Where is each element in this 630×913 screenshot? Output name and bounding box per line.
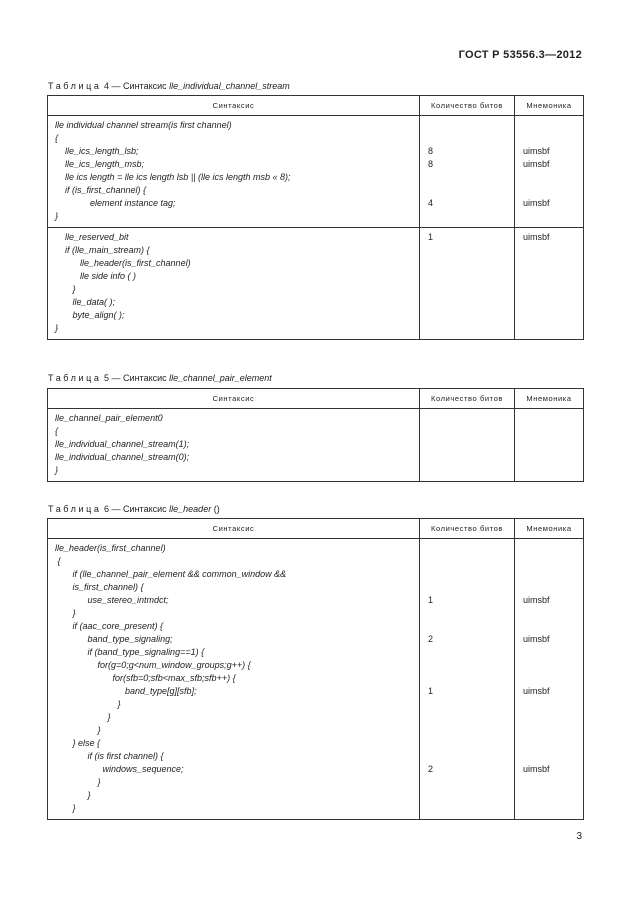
col-header-syntax: Синтаксис: [48, 389, 420, 409]
code-line: element instance tag;: [55, 198, 176, 208]
col-header-bits: Количество битов: [420, 519, 515, 539]
code-line: [523, 270, 583, 283]
code-line: [428, 555, 514, 568]
code-line: for(g=0;g<num_window_groups;g++) {: [55, 660, 251, 670]
code-line: }: [55, 699, 121, 709]
code-line: [523, 672, 583, 685]
code-line: [428, 581, 514, 594]
table4-caption: Таблица 4 — Синтаксис lle_individual_channel_stream: [48, 81, 290, 91]
code-line: [428, 244, 514, 257]
code-line: [428, 171, 514, 184]
code-line: lle_ics_length_msb;: [55, 159, 145, 169]
code-line: band_type_signaling;: [55, 634, 173, 644]
code-line: uimsbf: [523, 232, 550, 242]
col-header-syntax: Синтаксис: [48, 519, 420, 539]
code-line: 1: [428, 232, 434, 242]
code-line: [523, 283, 583, 296]
code-line: }: [55, 284, 76, 294]
code-line: 4: [428, 198, 434, 208]
code-line: }: [55, 712, 111, 722]
code-line: [428, 132, 514, 145]
code-line: {: [55, 556, 61, 566]
code-line: [428, 620, 514, 633]
code-line: 2: [428, 634, 434, 644]
code-line: [428, 283, 514, 296]
code-line: [523, 309, 583, 322]
code-line: uimsbf: [523, 159, 550, 169]
code-line: uimsbf: [523, 764, 550, 774]
code-line: [523, 296, 583, 309]
code-line: [428, 542, 514, 555]
code-line: [428, 750, 514, 763]
document-header: ГОСТ Р 53556.3—2012: [458, 49, 582, 61]
bits-cell: [420, 539, 515, 820]
code-line: band_type[g][sfb];: [55, 686, 197, 696]
table6: [47, 518, 584, 820]
code-line: [523, 555, 583, 568]
code-line: lle_ics_length_lsb;: [55, 146, 139, 156]
code-line: [523, 776, 583, 789]
code-line: [428, 789, 514, 802]
syntax-cell: [48, 116, 420, 228]
code-line: lle individual channel stream(is first channel): [55, 120, 232, 130]
code-line: for(sfb=0;sfb<max_sfb;sfb++) {: [55, 673, 236, 683]
mnemonic-cell: [515, 116, 584, 228]
code-line: [523, 724, 583, 737]
code-line: lle_individual_channel_stream(0);: [55, 452, 190, 462]
code-line: use_stereo_intmdct;: [55, 595, 169, 605]
code-line: [523, 750, 583, 763]
bits-cell: [420, 228, 515, 340]
code-line: [428, 210, 514, 223]
code-line: windows_sequence;: [55, 764, 184, 774]
code-line: [523, 542, 583, 555]
code-line: uimsbf: [523, 686, 550, 696]
code-line: [523, 568, 583, 581]
code-line: }: [55, 777, 101, 787]
code-line: lle_header(is_first_channel): [55, 543, 166, 553]
code-line: [428, 711, 514, 724]
code-line: [523, 132, 583, 145]
code-line: 8: [428, 159, 434, 169]
code-line: }: [55, 323, 59, 333]
bits-cell: [420, 116, 515, 228]
code-line: }: [55, 790, 91, 800]
code-line: uimsbf: [523, 595, 550, 605]
code-line: if (lle_main_stream) {: [55, 245, 150, 255]
col-header-mnemonic: Мнемоника: [515, 519, 584, 539]
code-line: [523, 119, 583, 132]
code-line: [523, 802, 583, 815]
code-line: }: [55, 465, 59, 475]
bits-cell: [420, 409, 515, 482]
code-line: [428, 607, 514, 620]
mnemonic-cell: [515, 539, 584, 820]
col-header-bits: Количество битов: [420, 389, 515, 409]
code-line: uimsbf: [523, 198, 550, 208]
code-line: [523, 210, 583, 223]
code-line: [428, 802, 514, 815]
code-line: [428, 119, 514, 132]
code-line: {: [55, 426, 59, 436]
syntax-cell: [48, 228, 420, 340]
code-line: lle_reserved_bit: [55, 232, 129, 242]
col-header-mnemonic: Мнемоника: [515, 389, 584, 409]
table6-caption: Таблица 6 — Синтаксис lle_header (): [48, 504, 220, 514]
code-line: }: [55, 725, 101, 735]
code-line: [523, 257, 583, 270]
code-line: }: [55, 608, 76, 618]
code-line: } else {: [55, 738, 101, 748]
code-line: [523, 737, 583, 750]
code-line: {: [55, 133, 59, 143]
code-line: lle_individual_channel_stream(1);: [55, 439, 190, 449]
syntax-cell: [48, 539, 420, 820]
code-line: lle_header(is_first_channel): [55, 258, 191, 268]
table4: [47, 95, 584, 340]
code-line: [523, 711, 583, 724]
code-line: if (is first channel) {: [55, 751, 164, 761]
code-line: [428, 309, 514, 322]
mnemonic-cell: [515, 228, 584, 340]
code-line: if (lle_channel_pair_element && common_window &&: [55, 569, 287, 579]
table5: [47, 388, 584, 482]
code-line: }: [55, 803, 76, 813]
code-line: [428, 724, 514, 737]
code-line: [523, 171, 583, 184]
code-line: is_first_channel) {: [55, 582, 144, 592]
code-line: [428, 257, 514, 270]
code-line: [428, 672, 514, 685]
code-line: [428, 184, 514, 197]
syntax-cell: [48, 409, 420, 482]
code-line: [428, 698, 514, 711]
code-line: [523, 607, 583, 620]
code-line: [523, 581, 583, 594]
mnemonic-cell: [515, 409, 584, 482]
code-line: [523, 698, 583, 711]
code-line: [523, 620, 583, 633]
code-line: uimsbf: [523, 146, 550, 156]
code-line: if (is_first_channel) {: [55, 185, 147, 195]
col-header-syntax: Синтаксис: [48, 96, 420, 116]
code-line: [428, 776, 514, 789]
code-line: [428, 646, 514, 659]
code-line: uimsbf: [523, 634, 550, 644]
code-line: lle ics length = lle ics length lsb || (lle ics length msb « 8);: [55, 172, 291, 182]
col-header-mnemonic: Мнемоника: [515, 96, 584, 116]
code-line: [523, 659, 583, 672]
code-line: [428, 322, 514, 335]
code-line: [428, 568, 514, 581]
code-line: [523, 244, 583, 257]
code-line: }: [55, 211, 59, 221]
code-line: byte_align( );: [55, 310, 125, 320]
code-line: 1: [428, 595, 434, 605]
code-line: 1: [428, 686, 434, 696]
code-line: 2: [428, 764, 434, 774]
code-line: [428, 659, 514, 672]
page-number: 3: [576, 831, 582, 842]
code-line: [428, 296, 514, 309]
code-line: 8: [428, 146, 434, 156]
code-line: lle_channel_pair_element0: [55, 413, 163, 423]
code-line: [523, 184, 583, 197]
table5-caption: Таблица 5 — Синтаксис lle_channel_pair_element: [48, 373, 272, 383]
col-header-bits: Количество битов: [420, 96, 515, 116]
code-line: lle side info ( ): [55, 271, 137, 281]
code-line: [428, 270, 514, 283]
code-line: [523, 646, 583, 659]
code-line: if (aac_core_present) {: [55, 621, 164, 631]
code-line: [523, 322, 583, 335]
code-line: [523, 789, 583, 802]
code-line: lle_data( );: [55, 297, 116, 307]
code-line: [428, 737, 514, 750]
code-line: if (band_type_signaling==1) {: [55, 647, 205, 657]
